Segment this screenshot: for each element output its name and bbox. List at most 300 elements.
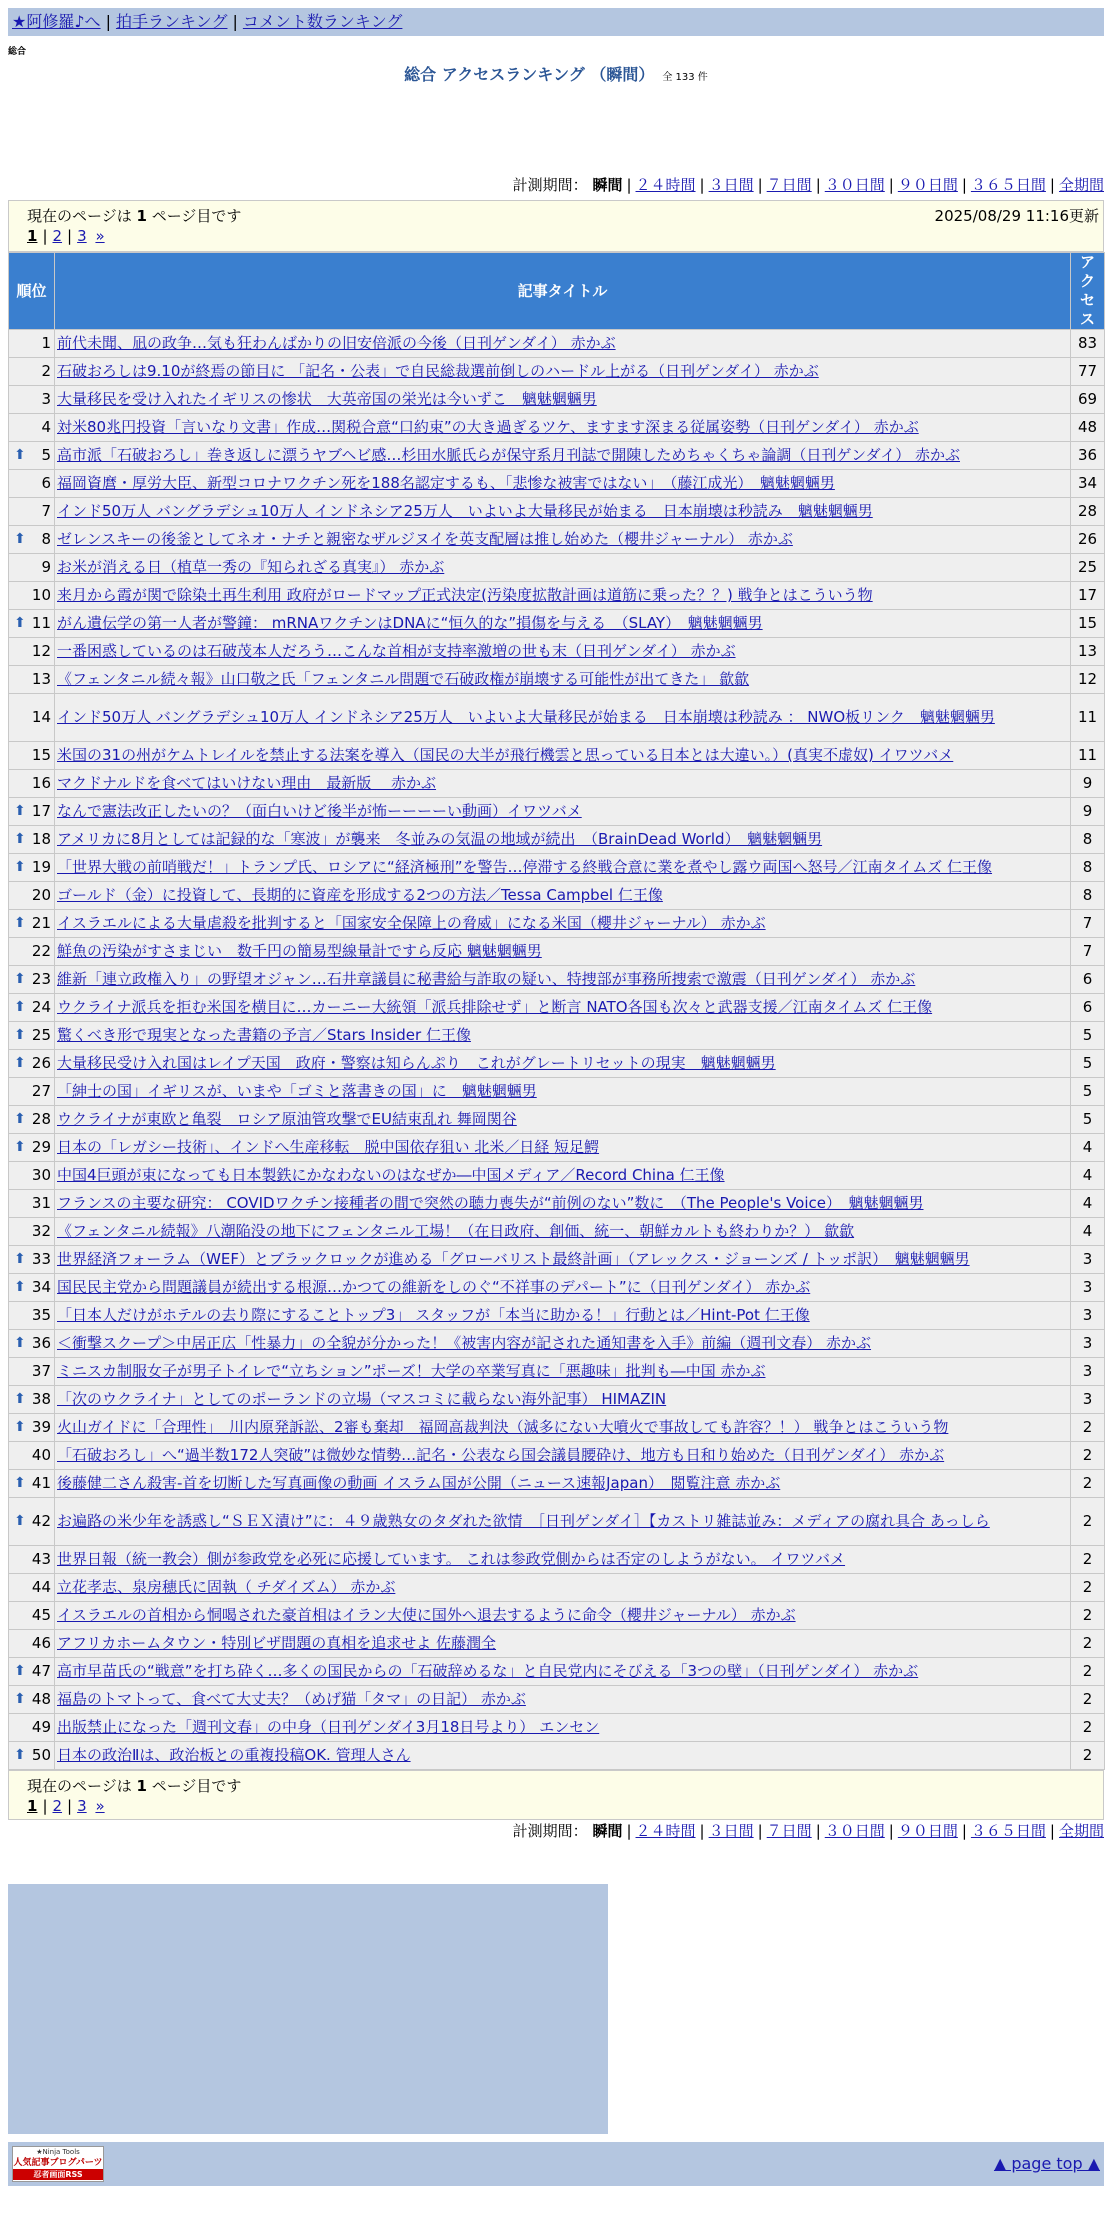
page-top-link[interactable]: ▲ page top ▲ xyxy=(993,2154,1100,2173)
table-row xyxy=(9,470,1105,498)
rank-number: 39 xyxy=(31,1418,51,1436)
article-title-link[interactable]: 世界経済フォーラム（WEF）とブラックロックが進める「グローバリスト最終計画」（アレックス・ジョーンズ / トッポ訳） 魑魅魍魎男 xyxy=(57,1250,970,1268)
period-current-bottom: 瞬間 xyxy=(592,1822,623,1840)
table-row xyxy=(9,882,1105,910)
rank-cell xyxy=(9,1714,55,1742)
rank-cell xyxy=(9,798,55,826)
table-row xyxy=(9,358,1105,386)
table-row xyxy=(9,1602,1105,1630)
page-links: 1 | 2 | 3 » xyxy=(27,227,105,245)
rank-cell xyxy=(9,1498,55,1546)
table-row xyxy=(9,638,1105,666)
rank-number: 17 xyxy=(31,802,51,820)
title-cell xyxy=(55,1546,1071,1574)
title-cell xyxy=(55,826,1071,854)
period-365d-bottom[interactable]: ３６５日間 xyxy=(970,1822,1046,1840)
page-title xyxy=(0,62,1112,85)
access-count: 12 xyxy=(1071,666,1105,694)
up-arrow-icon: ⬆ xyxy=(14,915,26,931)
up-arrow-icon: ⬆ xyxy=(14,999,26,1015)
table-row xyxy=(9,498,1105,526)
rank-number: 40 xyxy=(31,1446,51,1464)
article-title-link[interactable]: ミニスカ制服女子が男子トイレで“立ちション”ポーズ！大学の卒業写真に「悪趣味」批判も―中国 赤かぶ xyxy=(57,1362,766,1380)
access-count: 7 xyxy=(1071,910,1105,938)
period-label: 計測期間： xyxy=(512,176,588,194)
access-count: 9 xyxy=(1071,798,1105,826)
rank-number: 41 xyxy=(31,1474,51,1492)
up-arrow-icon: ⬆ xyxy=(14,1251,26,1267)
rank-cell xyxy=(9,742,55,770)
up-arrow-icon: ⬆ xyxy=(14,1279,26,1295)
access-count: 17 xyxy=(1071,582,1105,610)
article-title-link[interactable]: イスラエルによる大量虐殺を批判すると「国家安全保障上の脅威」になる米国（櫻井ジャーナル） 赤かぶ xyxy=(57,914,766,932)
article-title-link[interactable]: お遍路の米少年を誘惑し“ＳＥＸ漬け”に：４９歳熟女のタダれた欲情 ［日刊ゲンダイ］【カストリ雑誌並み：メディアの腐れ具合 あっしら xyxy=(57,1512,990,1530)
article-title-link[interactable]: 「世界大戦の前哨戦だ！」トランプ氏、ロシアに“経済極刑”を警告…停滞する終戦合意に業を煮やし露ウ両国へ怒号／江南タイムズ 仁王像 xyxy=(57,858,993,876)
up-arrow-icon: ⬆ xyxy=(14,615,26,631)
article-title-link[interactable]: 福岡資麿・厚労大臣、新型コロナワクチン死を188名認定するも、「悲惨な被害ではない」 （藤江成光） 魑魅魍魎男 xyxy=(57,474,835,492)
article-title-link[interactable]: 高市早苗氏の“戦意”を打ち砕く…多くの国民からの「石破辞めるな」と自民党内にそびえる「3つの壁」（日刊ゲンダイ） 赤かぶ xyxy=(57,1662,919,1680)
rank-number: 8 xyxy=(41,530,51,548)
table-row xyxy=(9,1302,1105,1330)
table-row xyxy=(9,414,1105,442)
table-row xyxy=(9,1078,1105,1106)
article-title-link[interactable]: 日本の政治Ⅱは、政治板との重複投稿OK. 管理人さん xyxy=(57,1746,411,1764)
rank-cell xyxy=(9,1246,55,1274)
article-title-link[interactable]: アメリカに8月としては記録的な「寒波」が襲来 冬並みの気温の地域が続出 （BrainDead World） 魑魅魍魎男 xyxy=(57,830,823,848)
up-arrow-icon: ⬆ xyxy=(14,447,26,463)
rank-cell xyxy=(9,1190,55,1218)
rank-number: 22 xyxy=(31,942,51,960)
up-arrow-icon: ⬆ xyxy=(14,1513,26,1529)
access-count: 4 xyxy=(1071,1218,1105,1246)
title-cell xyxy=(55,1386,1071,1414)
rank-cell xyxy=(9,554,55,582)
rank-cell xyxy=(9,666,55,694)
article-title-link[interactable]: アフリカホームタウン・特別ビザ問題の真相を追求せよ 佐藤潤全 xyxy=(57,1634,497,1652)
rank-number: 29 xyxy=(31,1138,51,1156)
access-count: 9 xyxy=(1071,770,1105,798)
article-title-link[interactable]: ゴールド（金）に投資して、長期的に資産を形成する2つの方法／Tessa Campbel 仁王像 xyxy=(57,886,663,904)
article-title-link[interactable]: 火山ガイドに「合理性」 川内原発訴訟、2審も棄却 福岡高裁判決（滅多にない大噴火で事故しても許容？！） 戦争とはこういう物 xyxy=(57,1418,949,1436)
page-current: 1 xyxy=(27,227,38,245)
rank-cell xyxy=(9,1546,55,1574)
access-count: 8 xyxy=(1071,854,1105,882)
period-all-bottom[interactable]: 全期間 xyxy=(1058,1822,1104,1840)
up-arrow-icon: ⬆ xyxy=(14,1111,26,1127)
article-title-link[interactable]: 前代未聞、凪の政争…気も狂わんばかりの旧安倍派の今後（日刊ゲンダイ） 赤かぶ xyxy=(57,334,616,352)
title-cell xyxy=(55,386,1071,414)
table-row xyxy=(9,610,1105,638)
title-cell xyxy=(55,938,1071,966)
page-link-2[interactable]: 2 xyxy=(52,227,63,245)
title-cell xyxy=(55,1658,1071,1686)
table-row xyxy=(9,442,1105,470)
rank-number: 7 xyxy=(41,502,51,520)
title-cell xyxy=(55,1442,1071,1470)
article-title-link[interactable]: イスラエルの首相から恫喝された豪首相はイラン大使に国外へ退去するように命令（櫻井ジャーナル） 赤かぶ xyxy=(57,1606,796,1624)
up-arrow-icon: ⬆ xyxy=(14,831,26,847)
rank-number: 46 xyxy=(31,1634,51,1652)
rank-number: 49 xyxy=(31,1718,51,1736)
article-title-link[interactable]: フランスの主要な研究： COVIDワクチン接種者の間で突然の聴力喪失が“前例のない”数に （The People's Voice） 魑魅魍魎男 xyxy=(57,1194,924,1212)
table-row xyxy=(9,1574,1105,1602)
title-cell xyxy=(55,610,1071,638)
updated-time: 2025/08/29 11:16更新 xyxy=(934,207,1099,225)
top-link-applause-ranking[interactable]: 拍手ランキング xyxy=(115,12,228,31)
article-title-link[interactable]: 驚くべき形で現実となった書籍の予言／Stars Insider 仁王像 xyxy=(57,1026,471,1044)
title-cell xyxy=(55,1574,1071,1602)
article-title-link[interactable]: 石破おろしは9.10が終焉の節目に 「記名・公表」で自民総裁選前倒しのハードル上がる（日刊ゲンダイ） 赤かぶ xyxy=(57,362,819,380)
table-row xyxy=(9,1498,1105,1546)
title-cell xyxy=(55,1246,1071,1274)
table-row xyxy=(9,1106,1105,1134)
page-link-3-bottom[interactable]: 3 xyxy=(77,1797,87,1815)
rank-cell xyxy=(9,414,55,442)
title-cell xyxy=(55,498,1071,526)
access-count: 4 xyxy=(1071,1162,1105,1190)
access-count: 2 xyxy=(1071,1442,1105,1470)
table-row xyxy=(9,582,1105,610)
rank-number: 45 xyxy=(31,1606,51,1624)
title-cell xyxy=(55,1218,1071,1246)
title-cell xyxy=(55,582,1071,610)
rank-cell xyxy=(9,1574,55,1602)
article-title-link[interactable]: 高市派「石破おろし」巻き返しに漂うヤブヘビ感…杉田水脈氏らが保守系月刊誌で開陳しためちゃくちゃ論調（日刊ゲンダイ） 赤かぶ xyxy=(57,446,960,464)
rank-number: 1 xyxy=(41,334,51,352)
article-title-link[interactable]: インド50万人 バングラデシュ10万人 インドネシア25万人 いよいよ大量移民が始まる 日本崩壊は秒読み 魑魅魍魎男 xyxy=(57,502,873,520)
rank-number: 12 xyxy=(31,642,51,660)
title-cell xyxy=(55,882,1071,910)
access-count: 3 xyxy=(1071,1330,1105,1358)
table-row xyxy=(9,1546,1105,1574)
article-title-link[interactable]: 鮮魚の汚染がすさまじい 数千円の簡易型線量計ですら反応 魑魅魍魎男 xyxy=(57,942,542,960)
table-row xyxy=(9,694,1105,742)
rank-number: 48 xyxy=(31,1690,51,1708)
rank-cell xyxy=(9,582,55,610)
article-title-link[interactable]: インド50万人 バングラデシュ10万人 インドネシア25万人 いよいよ大量移民が始まる 日本崩壊は秒読み ： NWO板リンク 魑魅魍魎男 xyxy=(57,708,995,726)
col-access-header: アクセス xyxy=(1071,253,1105,330)
article-title-link[interactable]: ゼレンスキーの後釜としてネオ・ナチと親密なザルジヌイを英支配層は推し始めた（櫻井ジャーナル） 赤かぶ xyxy=(57,530,793,548)
article-title-link[interactable]: 大量移民受け入れ国はレイプ天国 政府・警察は知らんぷり これがグレートリセットの現実 魑魅魍魎男 xyxy=(57,1054,776,1072)
title-cell xyxy=(55,770,1071,798)
title-cell xyxy=(55,1134,1071,1162)
table-row xyxy=(9,1686,1105,1714)
article-title-link[interactable]: 《フェンタニル続々報》山口敬之氏「フェンタニル問題で石破政権が崩壊する可能性が出てきた」 歙歙 xyxy=(57,670,750,688)
article-title-link[interactable]: 後藤健二さん殺害-首を切断した写真画像の動画 イスラム国が公開（ニュース速報Japan） 閲覧注意 赤かぶ xyxy=(57,1474,781,1492)
access-count: 34 xyxy=(1071,470,1105,498)
table-header-row xyxy=(9,253,1105,330)
period-7d[interactable]: ７日間 xyxy=(766,176,812,194)
article-title-link[interactable]: マクドナルドを食べてはいけない理由 最新版 赤かぶ xyxy=(57,774,437,792)
rank-number: 32 xyxy=(31,1222,51,1240)
article-title-link[interactable]: 《フェンタニル続報》八潮陥没の地下にフェンタニル工場！（在日政府、創価、統一、朝鮮カルトも終わりか？） 歙歙 xyxy=(57,1222,855,1240)
table-row xyxy=(9,1658,1105,1686)
rank-number: 18 xyxy=(31,830,51,848)
table-row xyxy=(9,770,1105,798)
rank-number: 23 xyxy=(31,970,51,988)
table-row xyxy=(9,1714,1105,1742)
side-panel xyxy=(8,1884,608,2134)
article-title-link[interactable]: 中国4巨頭が束になっても日本製鉄にかなわないのはなぜか―中国メディア／Record China 仁王像 xyxy=(57,1166,725,1184)
rank-number: 30 xyxy=(31,1166,51,1184)
category-label: 総合 xyxy=(8,47,27,57)
article-title-link[interactable]: ＜衝撃スクープ＞中居正広「性暴力」の全貌が分かった！《被害内容が記された通知書を入手》前編（週刊文春） 赤かぶ xyxy=(57,1334,872,1352)
period-90d-bottom[interactable]: ９０日間 xyxy=(897,1822,958,1840)
article-title-link[interactable]: がん遺伝学の第一人者が警鐘： mRNAワクチンはDNAに“恒久的な”損傷を与える （SLAY） 魑魅魍魎男 xyxy=(57,614,763,632)
rank-number: 35 xyxy=(31,1306,51,1324)
article-title-link[interactable]: 米国の31の州がケムトレイルを禁止する法案を導入（国民の大半が飛行機雲と思っている日本とは大違い。）(真実不虚奴) イワツバメ xyxy=(57,746,954,764)
access-count: 2 xyxy=(1071,1574,1105,1602)
access-count: 6 xyxy=(1071,994,1105,1022)
up-arrow-icon: ⬆ xyxy=(14,803,26,819)
table-row xyxy=(9,910,1105,938)
table-row xyxy=(9,554,1105,582)
period-selector-top: 計測期間： 瞬間 | ２４時間 | ３日間 | ７日間 | ３０日間 | ９０日間 | ３６５日間 | 全期間 xyxy=(512,176,1104,194)
page-status-bottom: 現在のページは 1 ページ目です xyxy=(27,1777,242,1795)
article-title-link[interactable]: なんで憲法改正したいの？（面白いけど後半が怖ーーーーい動画）イワツバメ xyxy=(57,802,582,820)
article-title-link[interactable]: 来月から霞が関で除染土再生利用 政府がロードマップ正式決定(汚染度拡散計画は道筋に乗った？？) 戦争とはこういう物 xyxy=(57,586,873,604)
rank-number: 14 xyxy=(31,708,51,726)
up-arrow-icon: ⬆ xyxy=(14,1335,26,1351)
rank-cell xyxy=(9,1658,55,1686)
access-count: 3 xyxy=(1071,1302,1105,1330)
period-current: 瞬間 xyxy=(592,176,623,194)
up-arrow-icon: ⬆ xyxy=(14,1663,26,1679)
rank-number: 43 xyxy=(31,1550,51,1568)
rank-number: 9 xyxy=(41,558,51,576)
access-count: 13 xyxy=(1071,638,1105,666)
title-cell xyxy=(55,330,1071,358)
access-count: 3 xyxy=(1071,1274,1105,1302)
page-links-bottom: 1 | 2 | 3 » xyxy=(27,1797,105,1815)
pager-top xyxy=(8,200,1104,252)
title-cell xyxy=(55,554,1071,582)
table-row xyxy=(9,1414,1105,1442)
rank-cell xyxy=(9,526,55,554)
period-30d[interactable]: ３０日間 xyxy=(824,176,885,194)
access-count: 2 xyxy=(1071,1658,1105,1686)
rank-number: 38 xyxy=(31,1390,51,1408)
access-count: 2 xyxy=(1071,1498,1105,1546)
page-status: 現在のページは 1 ページ目です xyxy=(27,207,242,225)
title-cell xyxy=(55,638,1071,666)
article-title-link[interactable]: 福島のトマトって、食べて大丈夫？（めげ猫「タマ」の日記） 赤かぶ xyxy=(57,1690,526,1708)
table-row xyxy=(9,1050,1105,1078)
table-row xyxy=(9,938,1105,966)
table-row xyxy=(9,330,1105,358)
access-count: 6 xyxy=(1071,966,1105,994)
table-row xyxy=(9,1442,1105,1470)
page-current-bottom: 1 xyxy=(27,1797,38,1815)
page-title-text: 総合 アクセスランキング （瞬間） xyxy=(404,65,655,84)
period-365d[interactable]: ３６５日間 xyxy=(970,176,1046,194)
article-title-link[interactable]: 維新「連立政権入り」の野望オジャン…石井章議員に秘書給与詐取の疑い、特捜部が事務所捜索で激震（日刊ゲンダイ） 赤かぶ xyxy=(57,970,916,988)
article-title-link[interactable]: 一番困惑しているのは石破茂本人だろう…こんな首相が支持率激増の世も末（日刊ゲンダイ） 赤かぶ xyxy=(57,642,736,660)
table-row xyxy=(9,1330,1105,1358)
table-row xyxy=(9,1358,1105,1386)
article-title-link[interactable]: 「次のウクライナ」としてのポーランドの立場（マスコミに載らない海外記事） HIMAZIN xyxy=(57,1390,667,1408)
title-cell xyxy=(55,442,1071,470)
top-link-asyura[interactable]: ★阿修羅♪へ xyxy=(12,12,101,31)
table-row xyxy=(9,1218,1105,1246)
rank-cell xyxy=(9,1742,55,1770)
table-row xyxy=(9,742,1105,770)
rank-cell xyxy=(9,1470,55,1498)
rank-number: 24 xyxy=(31,998,51,1016)
rank-number: 25 xyxy=(31,1026,51,1044)
article-title-link[interactable]: 世界日報（統一教会）側が参政党を必死に応援しています。 これは参政党側からは否定のしようがない。 イワツバメ xyxy=(57,1550,846,1568)
article-title-link[interactable]: 出版禁止になった「週刊文春」の中身（日刊ゲンダイ3月18日号より） エンセン xyxy=(57,1718,600,1736)
up-arrow-icon: ⬆ xyxy=(14,1391,26,1407)
rank-number: 42 xyxy=(31,1512,51,1530)
rank-number: 2 xyxy=(41,362,51,380)
table-row xyxy=(9,386,1105,414)
up-arrow-icon: ⬆ xyxy=(14,1139,26,1155)
table-row xyxy=(9,966,1105,994)
title-cell xyxy=(55,798,1071,826)
title-cell xyxy=(55,910,1071,938)
article-title-link[interactable]: 「石破おろし」へ“過半数172人突破”は微妙な情勢…記名・公表なら国会議員腰砕け、地方も日和り始めた（日刊ゲンダイ） 赤かぶ xyxy=(57,1446,945,1464)
access-count: 48 xyxy=(1071,414,1105,442)
article-title-link[interactable]: ウクライナが東欧と亀裂 ロシア原油管攻撃でEU結束乱れ 舞岡関谷 xyxy=(57,1110,517,1128)
article-title-link[interactable]: ウクライナ派兵を拒む米国を横目に…カーニー大統領「派兵排除せず」と断言 NATO各国も次々と武器支援／江南タイムズ 仁王像 xyxy=(57,998,933,1016)
rank-number: 27 xyxy=(31,1082,51,1100)
period-all[interactable]: 全期間 xyxy=(1058,176,1104,194)
article-title-link[interactable]: 「日本人だけがホテルの去り際にすることトップ3」 スタッフが「本当に助かる！」行動とは／Hint-Pot 仁王像 xyxy=(57,1306,810,1324)
title-cell xyxy=(55,1630,1071,1658)
ninja-tools-logo[interactable]: ★Ninja Tools 人気記事ブログパーツ 忍者画面RSS xyxy=(12,2146,104,2182)
period-selector-bottom: 計測期間： 瞬間 | ２４時間 | ３日間 | ７日間 | ３０日間 | ９０日間 | ３６５日間 | 全期間 xyxy=(512,1822,1104,1840)
access-count: 5 xyxy=(1071,1106,1105,1134)
page-link-2-bottom[interactable]: 2 xyxy=(52,1797,63,1815)
title-cell xyxy=(55,470,1071,498)
access-count: 8 xyxy=(1071,882,1105,910)
up-arrow-icon: ⬆ xyxy=(14,859,26,875)
top-nav-bar: ★阿修羅♪へ | 拍手ランキング | コメント数ランキング xyxy=(8,8,1104,36)
page-link-3[interactable]: 3 xyxy=(77,227,87,245)
table-row xyxy=(9,1162,1105,1190)
title-cell xyxy=(55,1414,1071,1442)
period-90d[interactable]: ９０日間 xyxy=(897,176,958,194)
access-count: 25 xyxy=(1071,554,1105,582)
article-title-link[interactable]: 対米80兆円投資「言いなり文書」作成…関税合意“口約束”の大き過ぎるツケ、ますます深まる従属姿勢（日刊ゲンダイ） 赤かぶ xyxy=(57,418,919,436)
rank-number: 50 xyxy=(31,1746,51,1764)
rank-cell xyxy=(9,638,55,666)
period-3d[interactable]: ３日間 xyxy=(708,176,754,194)
title-cell xyxy=(55,414,1071,442)
up-arrow-icon: ⬆ xyxy=(14,1475,26,1491)
rank-cell xyxy=(9,994,55,1022)
title-cell xyxy=(55,1274,1071,1302)
table-row xyxy=(9,994,1105,1022)
access-count: 2 xyxy=(1071,1714,1105,1742)
rank-number: 15 xyxy=(31,746,51,764)
table-row xyxy=(9,1246,1105,1274)
access-count: 2 xyxy=(1071,1742,1105,1770)
article-title-link[interactable]: 立花孝志、泉房穂氏に固執（ チダイズム） 赤かぶ xyxy=(57,1578,396,1596)
article-title-link[interactable]: お米が消える日（植草一秀の『知られざる真実』） 赤かぶ xyxy=(57,558,445,576)
rank-cell xyxy=(9,1602,55,1630)
rank-cell xyxy=(9,694,55,742)
rank-cell xyxy=(9,1106,55,1134)
article-title-link[interactable]: 大量移民を受け入れたイギリスの惨状 大英帝国の栄光は今いずこ 魑魅魍魎男 xyxy=(57,390,597,408)
title-cell xyxy=(55,994,1071,1022)
period-24h-bottom[interactable]: ２４時間 xyxy=(635,1822,696,1840)
rank-number: 34 xyxy=(31,1278,51,1296)
period-label-bottom: 計測期間： xyxy=(512,1822,588,1840)
period-3d-bottom[interactable]: ３日間 xyxy=(708,1822,754,1840)
table-row xyxy=(9,1742,1105,1770)
period-7d-bottom[interactable]: ７日間 xyxy=(766,1822,812,1840)
access-count: 2 xyxy=(1071,1546,1105,1574)
ranking-table xyxy=(8,252,1105,1770)
rank-number: 31 xyxy=(31,1194,51,1212)
up-arrow-icon: ⬆ xyxy=(14,1691,26,1707)
access-count: 11 xyxy=(1071,742,1105,770)
table-row xyxy=(9,1190,1105,1218)
title-cell xyxy=(55,1714,1071,1742)
pager-bottom xyxy=(8,1770,1104,1820)
rank-cell xyxy=(9,854,55,882)
rank-cell xyxy=(9,1414,55,1442)
access-count: 4 xyxy=(1071,1134,1105,1162)
rank-cell xyxy=(9,1630,55,1658)
article-title-link[interactable]: 国民民主党から問題議員が続出する根源…かつての維新をしのぐ“不祥事のデパート”に（日刊ゲンダイ） 赤かぶ xyxy=(57,1278,811,1296)
page-next-link[interactable]: » xyxy=(95,227,105,245)
rank-cell xyxy=(9,910,55,938)
up-arrow-icon: ⬆ xyxy=(14,1747,26,1763)
access-count: 2 xyxy=(1071,1470,1105,1498)
title-cell xyxy=(55,1686,1071,1714)
access-count: 5 xyxy=(1071,1050,1105,1078)
rank-cell xyxy=(9,1442,55,1470)
title-cell xyxy=(55,1742,1071,1770)
table-row xyxy=(9,798,1105,826)
rank-cell xyxy=(9,770,55,798)
rank-number: 5 xyxy=(41,446,51,464)
title-cell xyxy=(55,1302,1071,1330)
rank-number: 44 xyxy=(31,1578,51,1596)
rank-cell xyxy=(9,826,55,854)
title-cell xyxy=(55,1330,1071,1358)
title-cell xyxy=(55,1022,1071,1050)
rank-number: 21 xyxy=(31,914,51,932)
title-cell xyxy=(55,1358,1071,1386)
up-arrow-icon: ⬆ xyxy=(14,531,26,547)
access-count: 83 xyxy=(1071,330,1105,358)
period-24h[interactable]: ２４時間 xyxy=(635,176,696,194)
article-title-link[interactable]: 「紳士の国」イギリスが、いまや「ゴミと落書きの国」に 魑魅魍魎男 xyxy=(57,1082,537,1100)
period-30d-bottom[interactable]: ３０日間 xyxy=(824,1822,885,1840)
rank-number: 6 xyxy=(41,474,51,492)
title-cell xyxy=(55,1050,1071,1078)
rank-cell xyxy=(9,1134,55,1162)
access-count: 2 xyxy=(1071,1630,1105,1658)
access-count: 3 xyxy=(1071,1246,1105,1274)
access-count: 36 xyxy=(1071,442,1105,470)
article-title-link[interactable]: 日本の「レガシー技術」、インドへ生産移転 脱中国依存狙い 北米／日経 短足鰐 xyxy=(57,1138,600,1156)
rank-number: 26 xyxy=(31,1054,51,1072)
top-link-comment-ranking[interactable]: コメント数ランキング xyxy=(242,12,403,31)
page-next-link-bottom[interactable]: » xyxy=(95,1797,105,1815)
access-count: 2 xyxy=(1071,1686,1105,1714)
rank-cell xyxy=(9,470,55,498)
rank-number: 20 xyxy=(31,886,51,904)
rank-cell xyxy=(9,610,55,638)
rank-cell xyxy=(9,938,55,966)
up-arrow-icon: ⬆ xyxy=(14,1419,26,1435)
title-cell xyxy=(55,1078,1071,1106)
